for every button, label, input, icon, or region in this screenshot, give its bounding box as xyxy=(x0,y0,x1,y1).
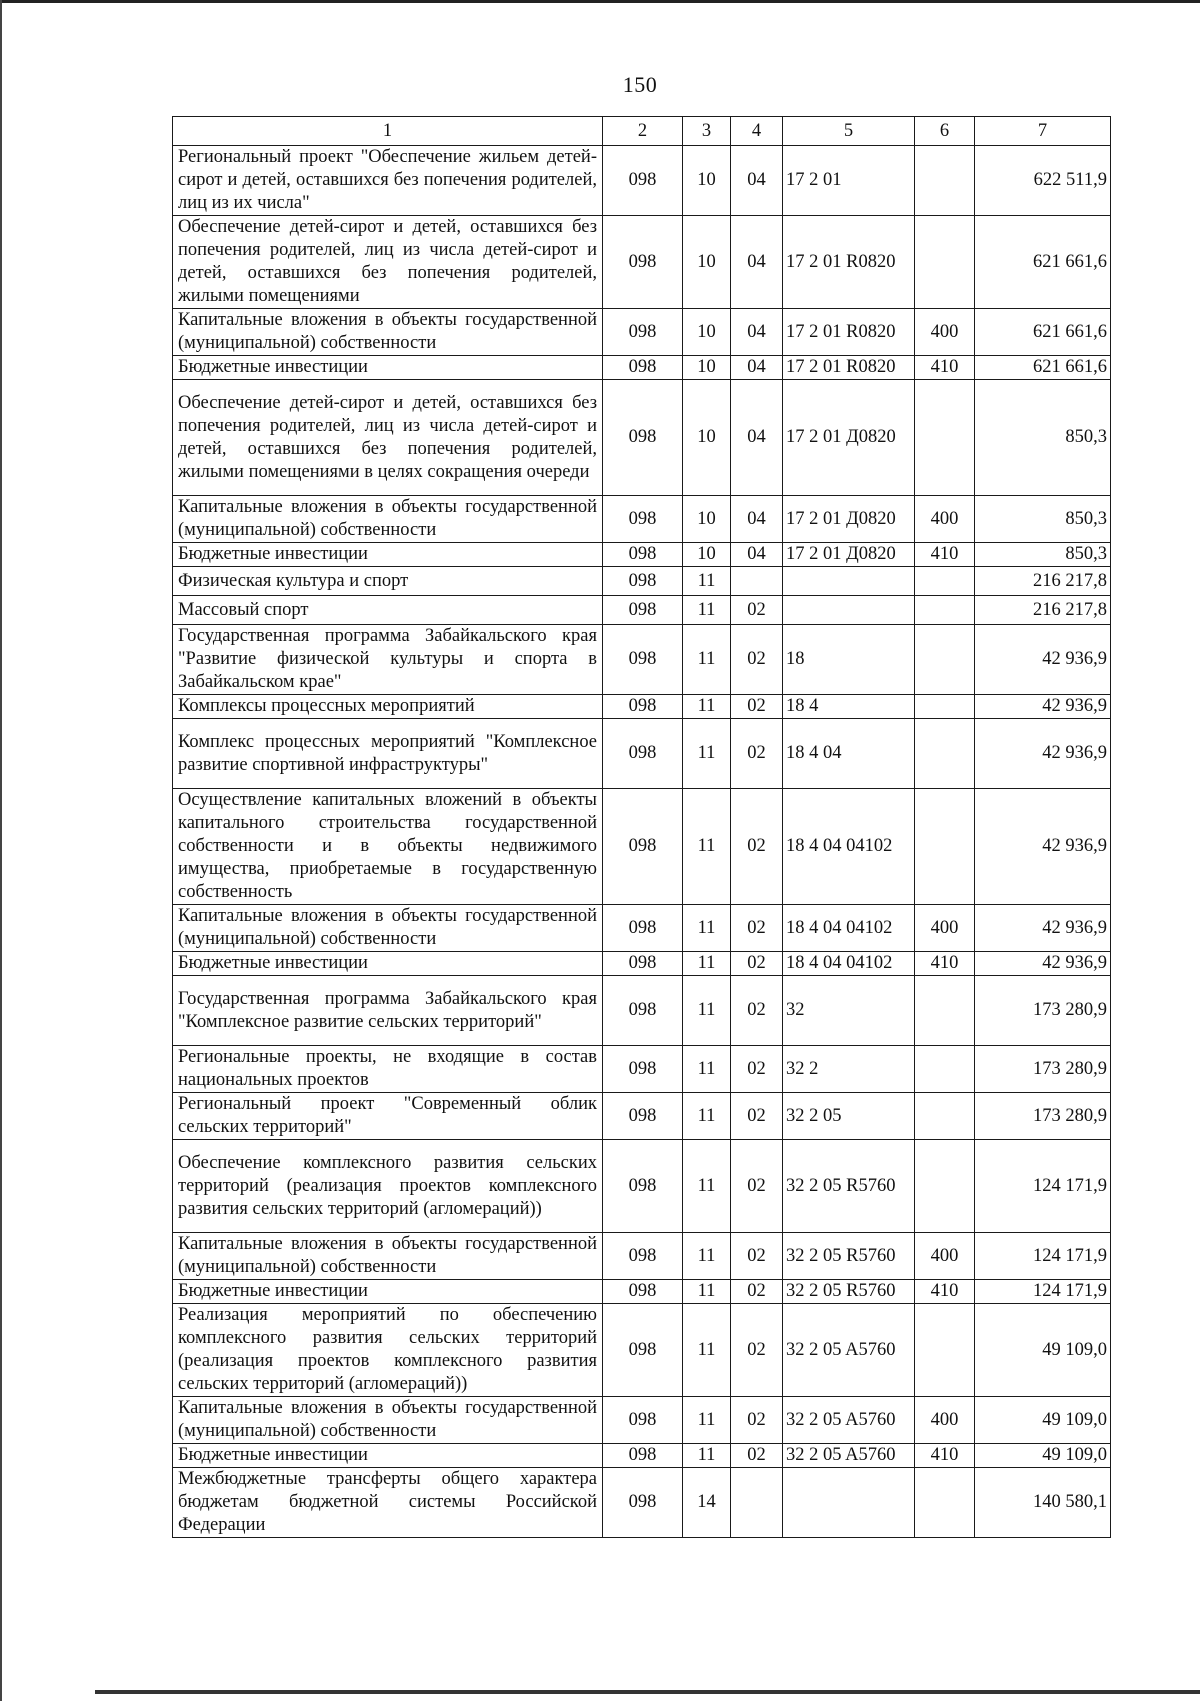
table-row xyxy=(173,905,1111,952)
table-row xyxy=(173,789,1111,905)
table-row xyxy=(173,309,1111,356)
item-name: Обеспечение детей-сирот и детей, оставшихся без попечения родителей, лиц из числа детей-сирот и детей, оставшихся без попечения родителей, жилыми помещениями xyxy=(173,216,603,309)
item-name: Капитальные вложения в объекты государственной (муниципальной) собственности xyxy=(173,1397,603,1444)
header-cell: 3 xyxy=(683,117,731,146)
item-name: Массовый спорт xyxy=(173,596,603,625)
code-cell: 32 2 05 xyxy=(783,1093,915,1140)
code-cell: 410 xyxy=(915,952,975,976)
code-cell: 32 2 05 R5760 xyxy=(783,1280,915,1304)
header-cell: 1 xyxy=(173,117,603,146)
code-cell: 11 xyxy=(683,1444,731,1468)
page-edge-left xyxy=(0,0,2,1701)
table-row xyxy=(173,380,1111,496)
code-cell: 098 xyxy=(603,216,683,309)
code-cell: 18 4 04 04102 xyxy=(783,789,915,905)
code-cell: 098 xyxy=(603,1140,683,1233)
code-cell: 410 xyxy=(915,1444,975,1468)
code-cell xyxy=(915,719,975,789)
item-name: Бюджетные инвестиции xyxy=(173,1444,603,1468)
code-cell: 098 xyxy=(603,695,683,719)
amount-cell: 42 936,9 xyxy=(975,952,1111,976)
table-row xyxy=(173,1140,1111,1233)
code-cell: 098 xyxy=(603,380,683,496)
code-cell xyxy=(915,976,975,1046)
code-cell: 098 xyxy=(603,1444,683,1468)
code-cell: 02 xyxy=(731,1444,783,1468)
header-cell: 2 xyxy=(603,117,683,146)
code-cell: 32 2 05 R5760 xyxy=(783,1140,915,1233)
code-cell: 11 xyxy=(683,695,731,719)
code-cell: 11 xyxy=(683,905,731,952)
code-cell: 098 xyxy=(603,146,683,216)
table-row xyxy=(173,1397,1111,1444)
code-cell: 098 xyxy=(603,1046,683,1093)
code-cell xyxy=(915,146,975,216)
item-name: Бюджетные инвестиции xyxy=(173,952,603,976)
amount-cell: 42 936,9 xyxy=(975,625,1111,695)
item-name: Капитальные вложения в объекты государственной (муниципальной) собственности xyxy=(173,905,603,952)
item-name: Государственная программа Забайкальского края "Развитие физической культуры и спорта в Забайкальском крае" xyxy=(173,625,603,695)
item-name: Региональный проект "Современный облик сельских территорий" xyxy=(173,1093,603,1140)
code-cell xyxy=(915,380,975,496)
page-edge-top xyxy=(0,0,1200,3)
code-cell: 02 xyxy=(731,905,783,952)
code-cell xyxy=(783,596,915,625)
code-cell: 02 xyxy=(731,1233,783,1280)
code-cell: 17 2 01 Д0820 xyxy=(783,543,915,567)
code-cell: 10 xyxy=(683,380,731,496)
code-cell: 098 xyxy=(603,567,683,596)
code-cell: 04 xyxy=(731,380,783,496)
code-cell: 18 4 04 04102 xyxy=(783,905,915,952)
code-cell xyxy=(915,216,975,309)
code-cell: 18 4 04 xyxy=(783,719,915,789)
code-cell: 11 xyxy=(683,1093,731,1140)
item-name: Реализация мероприятий по обеспечению комплексного развития сельских территорий (реализация проектов комплексного развития сельских территорий (агломераций)) xyxy=(173,1304,603,1397)
code-cell: 10 xyxy=(683,496,731,543)
code-cell: 098 xyxy=(603,1397,683,1444)
item-name: Осуществление капитальных вложений в объекты капитального строительства государственной собственности и в объекты недвижимого имущества, приобретаемые в государственную собственность xyxy=(173,789,603,905)
code-cell: 32 2 xyxy=(783,1046,915,1093)
code-cell xyxy=(783,1468,915,1538)
code-cell: 32 xyxy=(783,976,915,1046)
code-cell: 098 xyxy=(603,789,683,905)
amount-cell: 42 936,9 xyxy=(975,789,1111,905)
page-number: 150 xyxy=(622,72,658,97)
table-row xyxy=(173,1233,1111,1280)
item-name: Обеспечение детей-сирот и детей, оставшихся без попечения родителей, лиц из числа детей-сирот и детей, оставшихся без попечения родителей, жилыми помещениями в целях сокращения очереди xyxy=(173,380,603,496)
code-cell xyxy=(915,596,975,625)
code-cell: 098 xyxy=(603,976,683,1046)
code-cell: 02 xyxy=(731,1093,783,1140)
table-row xyxy=(173,625,1111,695)
code-cell: 11 xyxy=(683,952,731,976)
table-row xyxy=(173,976,1111,1046)
code-cell xyxy=(915,567,975,596)
item-name: Капитальные вложения в объекты государственной (муниципальной) собственности xyxy=(173,496,603,543)
code-cell: 098 xyxy=(603,625,683,695)
amount-cell: 173 280,9 xyxy=(975,1046,1111,1093)
page-edge-bottom xyxy=(95,1690,1200,1694)
header-cell: 4 xyxy=(731,117,783,146)
code-cell xyxy=(731,1468,783,1538)
code-cell: 02 xyxy=(731,1280,783,1304)
item-name: Обеспечение комплексного развития сельских территорий (реализация проектов комплексного развития сельских территорий (агломераций)) xyxy=(173,1140,603,1233)
table-row xyxy=(173,496,1111,543)
code-cell xyxy=(915,1046,975,1093)
code-cell: 410 xyxy=(915,1280,975,1304)
code-cell: 18 xyxy=(783,625,915,695)
code-cell: 18 4 04 04102 xyxy=(783,952,915,976)
code-cell: 02 xyxy=(731,1140,783,1233)
header-row xyxy=(173,117,1111,146)
item-name: Комплексы процессных мероприятий xyxy=(173,695,603,719)
table-row xyxy=(173,1093,1111,1140)
amount-cell: 42 936,9 xyxy=(975,905,1111,952)
item-name: Государственная программа Забайкальского края "Комплексное развитие сельских территорий" xyxy=(173,976,603,1046)
code-cell: 04 xyxy=(731,216,783,309)
code-cell: 410 xyxy=(915,543,975,567)
code-cell: 17 2 01 R0820 xyxy=(783,356,915,380)
code-cell: 098 xyxy=(603,1468,683,1538)
code-cell: 11 xyxy=(683,1046,731,1093)
code-cell: 04 xyxy=(731,543,783,567)
item-name: Физическая культура и спорт xyxy=(173,567,603,596)
amount-cell: 42 936,9 xyxy=(975,719,1111,789)
table-row xyxy=(173,596,1111,625)
code-cell: 02 xyxy=(731,1046,783,1093)
amount-cell: 621 661,6 xyxy=(975,216,1111,309)
code-cell: 11 xyxy=(683,1397,731,1444)
amount-cell: 850,3 xyxy=(975,543,1111,567)
code-cell: 11 xyxy=(683,625,731,695)
code-cell: 10 xyxy=(683,146,731,216)
item-name: Бюджетные инвестиции xyxy=(173,543,603,567)
amount-cell: 49 109,0 xyxy=(975,1304,1111,1397)
code-cell: 098 xyxy=(603,543,683,567)
code-cell: 32 2 05 A5760 xyxy=(783,1444,915,1468)
code-cell: 410 xyxy=(915,356,975,380)
code-cell: 04 xyxy=(731,496,783,543)
code-cell: 11 xyxy=(683,1233,731,1280)
code-cell: 11 xyxy=(683,1280,731,1304)
amount-cell: 216 217,8 xyxy=(975,567,1111,596)
table-row xyxy=(173,1444,1111,1468)
code-cell xyxy=(783,567,915,596)
code-cell xyxy=(731,567,783,596)
table-row xyxy=(173,1046,1111,1093)
code-cell: 32 2 05 R5760 xyxy=(783,1233,915,1280)
header-cell: 6 xyxy=(915,117,975,146)
code-cell: 098 xyxy=(603,1304,683,1397)
item-name: Бюджетные инвестиции xyxy=(173,1280,603,1304)
amount-cell: 621 661,6 xyxy=(975,356,1111,380)
code-cell: 02 xyxy=(731,789,783,905)
code-cell: 098 xyxy=(603,952,683,976)
header-cell: 5 xyxy=(783,117,915,146)
table-row xyxy=(173,1468,1111,1538)
code-cell: 32 2 05 A5760 xyxy=(783,1397,915,1444)
code-cell: 098 xyxy=(603,309,683,356)
code-cell xyxy=(915,1304,975,1397)
header-cell: 7 xyxy=(975,117,1111,146)
table-row xyxy=(173,356,1111,380)
amount-cell: 124 171,9 xyxy=(975,1140,1111,1233)
code-cell: 11 xyxy=(683,596,731,625)
table-row xyxy=(173,1304,1111,1397)
table-row xyxy=(173,216,1111,309)
table-row xyxy=(173,543,1111,567)
item-name: Региональный проект "Обеспечение жильем детей-сирот и детей, оставшихся без попечения родителей, лиц из их числа" xyxy=(173,146,603,216)
amount-cell: 140 580,1 xyxy=(975,1468,1111,1538)
code-cell: 11 xyxy=(683,719,731,789)
amount-cell: 124 171,9 xyxy=(975,1233,1111,1280)
code-cell: 400 xyxy=(915,1397,975,1444)
table-row xyxy=(173,1280,1111,1304)
table-row xyxy=(173,719,1111,789)
amount-cell: 621 661,6 xyxy=(975,309,1111,356)
code-cell xyxy=(915,789,975,905)
item-name: Бюджетные инвестиции xyxy=(173,356,603,380)
code-cell: 400 xyxy=(915,309,975,356)
code-cell: 04 xyxy=(731,146,783,216)
code-cell: 11 xyxy=(683,1304,731,1397)
item-name: Комплекс процессных мероприятий "Комплексное развитие спортивной инфраструктуры" xyxy=(173,719,603,789)
code-cell: 400 xyxy=(915,496,975,543)
code-cell: 17 2 01 Д0820 xyxy=(783,496,915,543)
amount-cell: 42 936,9 xyxy=(975,695,1111,719)
code-cell: 098 xyxy=(603,596,683,625)
budget-table xyxy=(172,116,1111,1538)
code-cell: 098 xyxy=(603,1093,683,1140)
code-cell: 10 xyxy=(683,309,731,356)
code-cell: 02 xyxy=(731,625,783,695)
code-cell: 098 xyxy=(603,905,683,952)
code-cell: 11 xyxy=(683,1140,731,1233)
code-cell xyxy=(915,1140,975,1233)
code-cell: 11 xyxy=(683,567,731,596)
item-name: Межбюджетные трансферты общего характера бюджетам бюджетной системы Российской Федерации xyxy=(173,1468,603,1538)
code-cell: 04 xyxy=(731,309,783,356)
item-name: Капитальные вложения в объекты государственной (муниципальной) собственности xyxy=(173,309,603,356)
code-cell: 02 xyxy=(731,719,783,789)
code-cell xyxy=(915,1468,975,1538)
code-cell: 098 xyxy=(603,719,683,789)
code-cell: 098 xyxy=(603,1233,683,1280)
table-row xyxy=(173,695,1111,719)
code-cell: 11 xyxy=(683,789,731,905)
table-row xyxy=(173,146,1111,216)
code-cell: 17 2 01 Д0820 xyxy=(783,380,915,496)
code-cell xyxy=(915,695,975,719)
code-cell: 02 xyxy=(731,695,783,719)
code-cell xyxy=(915,1093,975,1140)
amount-cell: 124 171,9 xyxy=(975,1280,1111,1304)
code-cell: 14 xyxy=(683,1468,731,1538)
code-cell: 04 xyxy=(731,356,783,380)
code-cell: 400 xyxy=(915,905,975,952)
amount-cell: 850,3 xyxy=(975,496,1111,543)
amount-cell: 173 280,9 xyxy=(975,976,1111,1046)
code-cell: 32 2 05 A5760 xyxy=(783,1304,915,1397)
item-name: Капитальные вложения в объекты государственной (муниципальной) собственности xyxy=(173,1233,603,1280)
code-cell: 10 xyxy=(683,216,731,309)
code-cell: 10 xyxy=(683,543,731,567)
amount-cell: 216 217,8 xyxy=(975,596,1111,625)
table-row xyxy=(173,952,1111,976)
code-cell: 400 xyxy=(915,1233,975,1280)
code-cell: 098 xyxy=(603,356,683,380)
code-cell: 02 xyxy=(731,1304,783,1397)
code-cell: 02 xyxy=(731,596,783,625)
amount-cell: 173 280,9 xyxy=(975,1093,1111,1140)
code-cell: 02 xyxy=(731,1397,783,1444)
amount-cell: 850,3 xyxy=(975,380,1111,496)
code-cell: 098 xyxy=(603,1280,683,1304)
item-name: Региональные проекты, не входящие в состав национальных проектов xyxy=(173,1046,603,1093)
code-cell: 02 xyxy=(731,976,783,1046)
code-cell: 11 xyxy=(683,976,731,1046)
amount-cell: 49 109,0 xyxy=(975,1397,1111,1444)
code-cell xyxy=(915,625,975,695)
table-row xyxy=(173,567,1111,596)
code-cell: 10 xyxy=(683,356,731,380)
code-cell: 02 xyxy=(731,952,783,976)
code-cell: 17 2 01 xyxy=(783,146,915,216)
amount-cell: 49 109,0 xyxy=(975,1444,1111,1468)
amount-cell: 622 511,9 xyxy=(975,146,1111,216)
code-cell: 17 2 01 R0820 xyxy=(783,309,915,356)
code-cell: 098 xyxy=(603,496,683,543)
code-cell: 17 2 01 R0820 xyxy=(783,216,915,309)
code-cell: 18 4 xyxy=(783,695,915,719)
